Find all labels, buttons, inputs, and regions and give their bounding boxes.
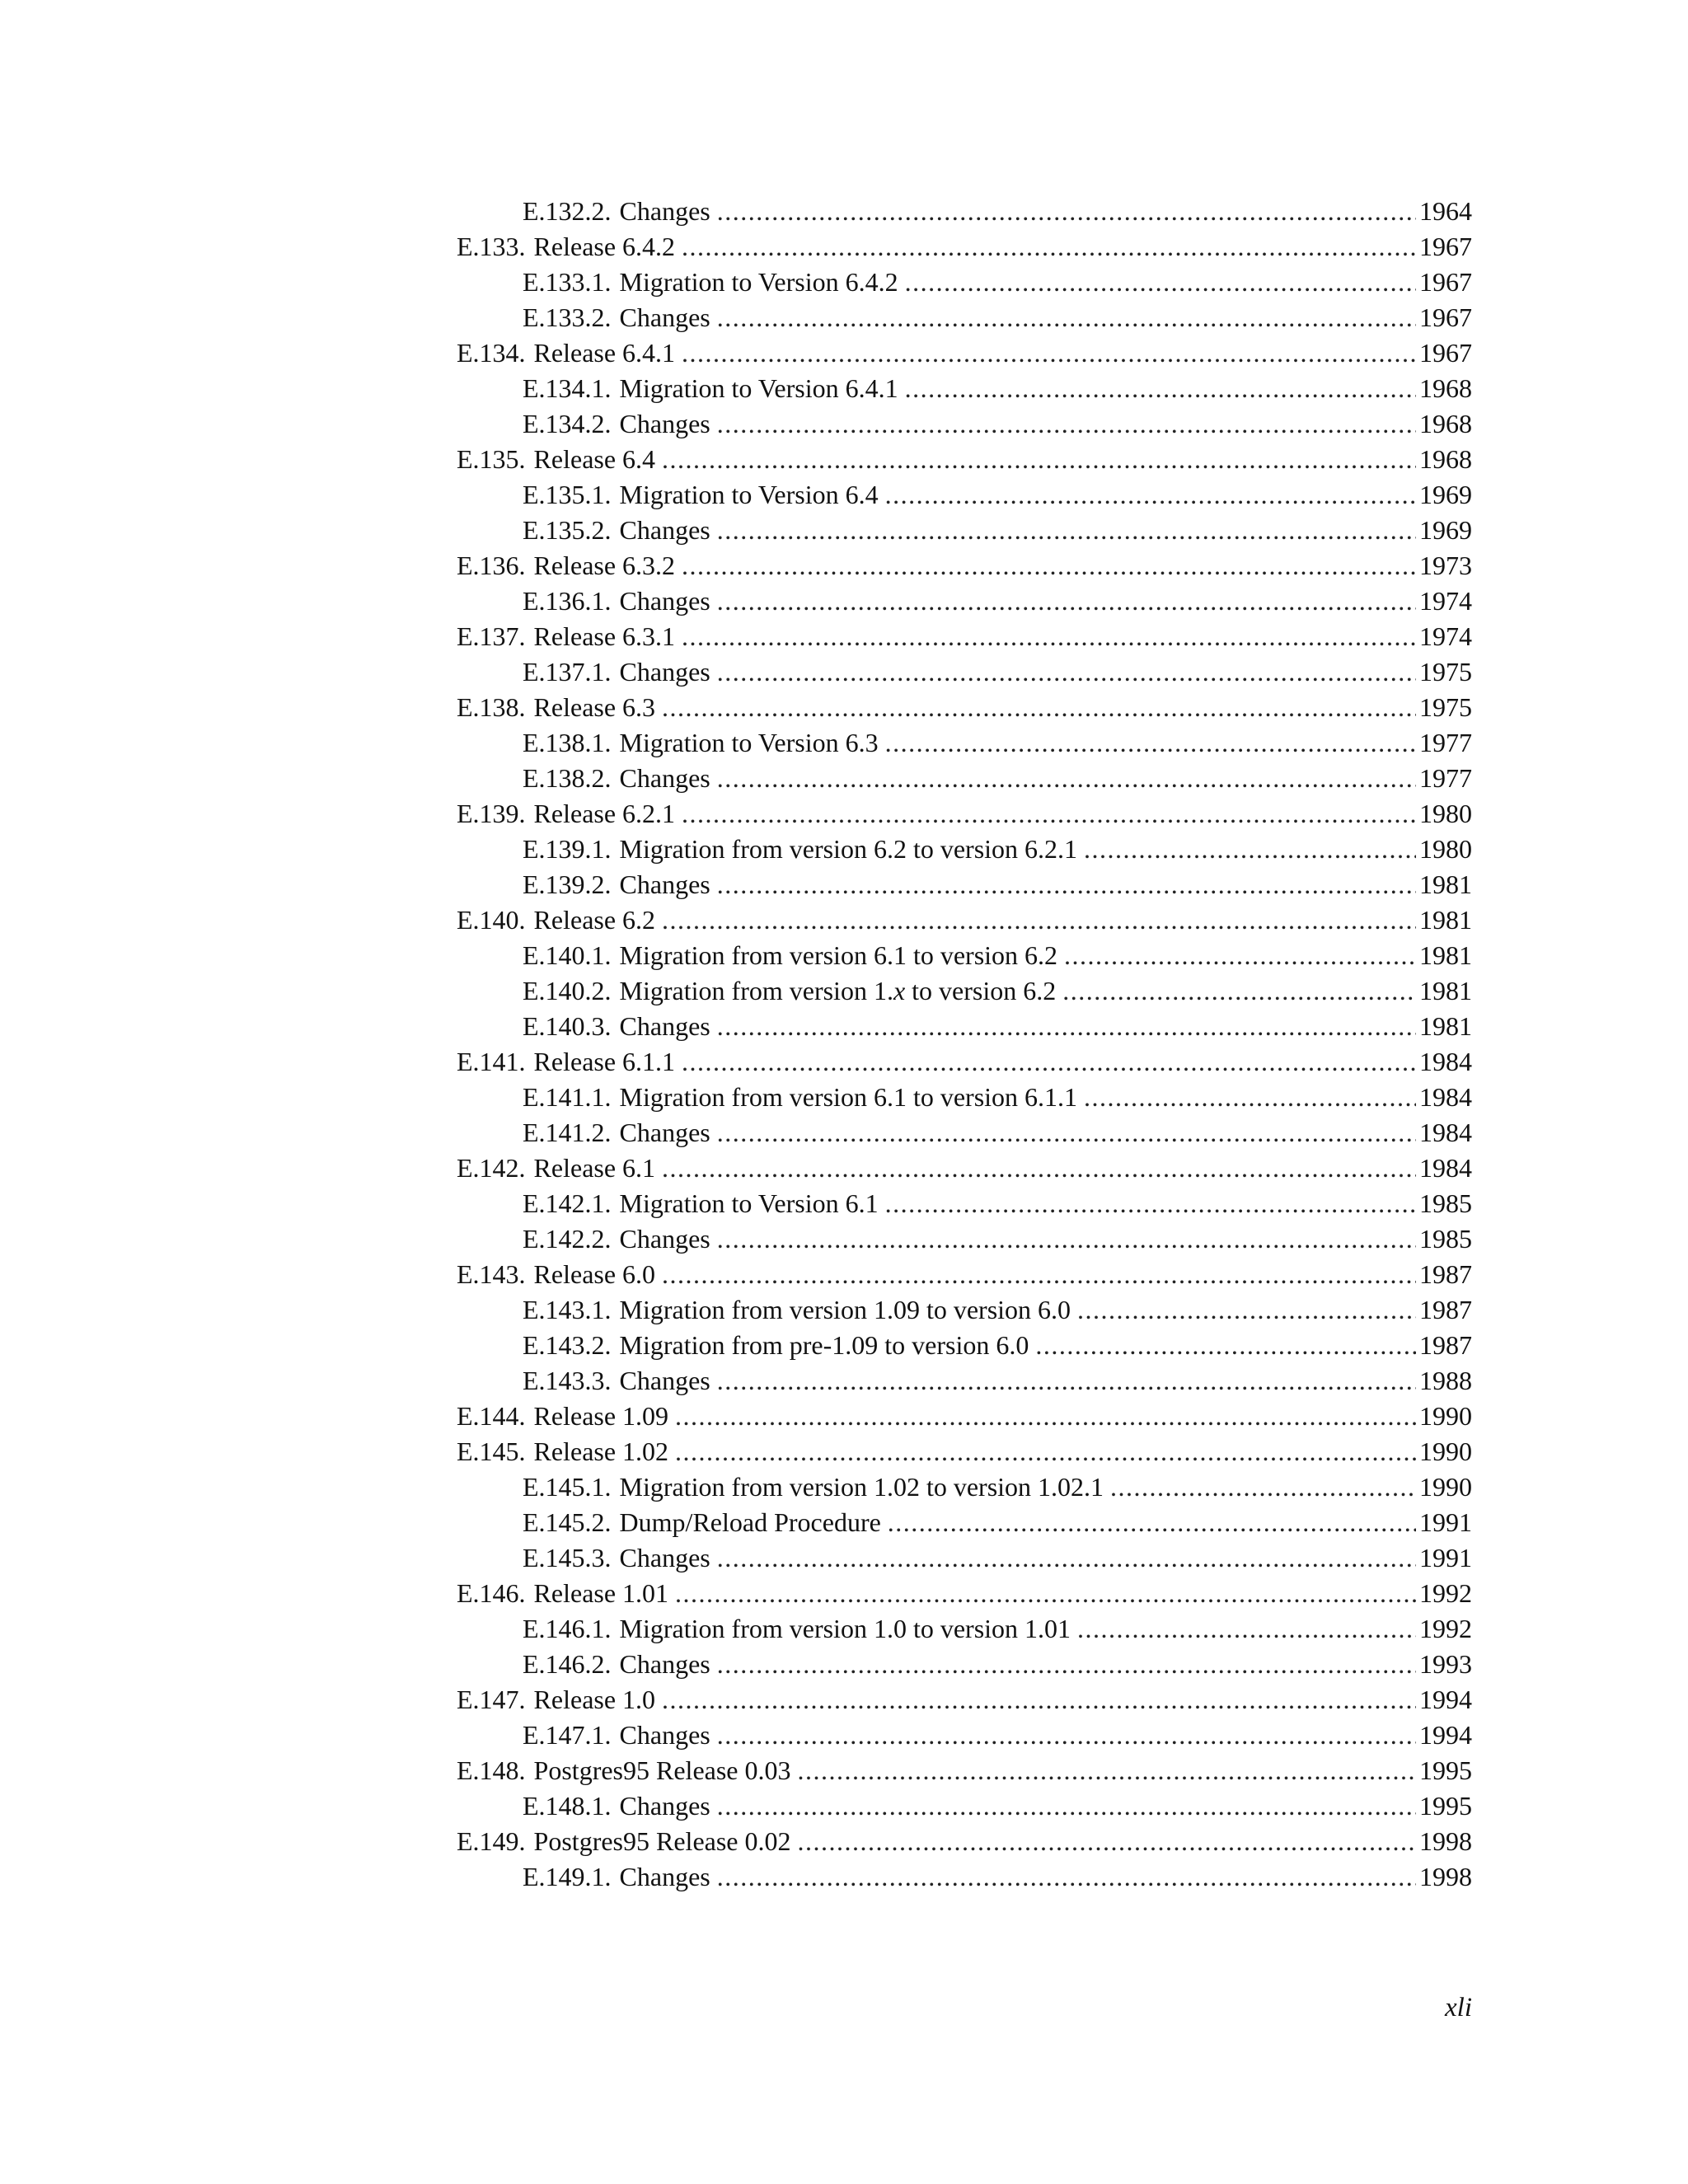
toc-entry-number: E.143. [457, 1259, 526, 1289]
dot-leader [717, 1788, 1416, 1824]
toc-entry-text: Release 1.01 [533, 1578, 669, 1608]
toc-entry-number: E.137. [457, 621, 526, 651]
toc-entry-title [523, 1186, 879, 1221]
dot-leader [885, 477, 1416, 513]
toc-entry-title [457, 1682, 655, 1718]
toc-entry-text: Migration from version 1.02 to version 1.02.1 [619, 1472, 1104, 1502]
dot-leader [717, 194, 1416, 229]
toc-entry-page: 1981 [1419, 1011, 1472, 1041]
toc-entry-title [457, 1576, 668, 1611]
toc-entry[interactable] [457, 1682, 1472, 1718]
toc-entry-number: E.141.1. [523, 1082, 612, 1112]
toc-entry-title [523, 1647, 710, 1682]
toc-entry[interactable] [457, 654, 1472, 690]
dot-leader [717, 1115, 1416, 1151]
dot-leader [662, 902, 1416, 938]
toc-entry-page: 1967 [1419, 302, 1472, 332]
toc-entry-number: E.138.1. [523, 728, 612, 757]
toc-entry-page: 1967 [1419, 232, 1472, 261]
toc-entry-page: 1981 [1419, 940, 1472, 970]
toc-entry-number: E.138. [457, 692, 526, 722]
toc-entry-title [523, 1469, 1104, 1505]
table-of-contents [457, 194, 1472, 1895]
toc-entry-title [523, 1292, 1071, 1328]
toc-entry[interactable] [457, 796, 1472, 832]
toc-entry-number: E.140. [457, 905, 526, 935]
toc-entry-page: 1974 [1419, 621, 1472, 651]
toc-entry-text: Changes [619, 657, 710, 687]
toc-entry[interactable] [457, 1788, 1472, 1824]
toc-entry[interactable] [457, 229, 1472, 265]
toc-entry[interactable] [457, 1221, 1472, 1257]
toc-entry-number: E.148. [457, 1755, 526, 1785]
toc-entry-text: Release 6.2 [533, 905, 656, 935]
toc-entry[interactable] [457, 973, 1472, 1009]
toc-entry-title [523, 725, 879, 761]
toc-entry[interactable] [457, 1009, 1472, 1044]
toc-entry-number: E.146.1. [523, 1614, 612, 1643]
toc-entry-title [523, 300, 710, 335]
toc-entry-text: Changes [619, 1366, 710, 1395]
toc-entry-text: Postgres95 Release 0.02 [533, 1826, 791, 1856]
toc-entry-title [523, 973, 1056, 1009]
toc-entry[interactable] [457, 1434, 1472, 1469]
toc-entry-page: 1977 [1419, 728, 1472, 757]
toc-entry-number: E.134. [457, 338, 526, 368]
toc-entry-title [457, 1257, 655, 1292]
toc-entry-text: Changes [619, 409, 710, 438]
toc-entry-text: Release 1.0 [533, 1685, 656, 1714]
toc-entry-number: E.135.2. [523, 515, 612, 545]
toc-entry-page: 1987 [1419, 1259, 1472, 1289]
dot-leader [717, 300, 1416, 335]
toc-entry-title [523, 1080, 1077, 1115]
toc-entry-number: E.137.1. [523, 657, 612, 687]
toc-entry[interactable] [457, 548, 1472, 583]
toc-entry-title [457, 1824, 791, 1859]
toc-entry[interactable] [457, 1328, 1472, 1363]
toc-entry-title [457, 1399, 668, 1434]
toc-entry-number: E.143.3. [523, 1366, 612, 1395]
toc-entry-page: 1995 [1419, 1791, 1472, 1821]
toc-entry-page: 1968 [1419, 409, 1472, 438]
toc-entry[interactable] [457, 1824, 1472, 1859]
toc-entry-text: Release 6.1 [533, 1153, 656, 1183]
toc-entry-page: 1998 [1419, 1826, 1472, 1856]
toc-entry-number: E.149.1. [523, 1862, 612, 1891]
toc-entry-text: Changes [619, 1543, 710, 1572]
toc-entry-title [523, 867, 710, 902]
toc-entry-text: Changes [619, 302, 710, 332]
dot-leader [717, 406, 1416, 442]
toc-entry[interactable] [457, 371, 1472, 406]
toc-entry-title [523, 406, 710, 442]
toc-entry[interactable] [457, 1151, 1472, 1186]
toc-entry-title [523, 194, 710, 229]
toc-entry-number: E.145. [457, 1436, 526, 1466]
toc-entry-page: 1975 [1419, 692, 1472, 722]
toc-entry[interactable] [457, 938, 1472, 973]
toc-entry-page: 1974 [1419, 586, 1472, 616]
toc-entry-title [523, 583, 710, 619]
toc-entry-page: 1968 [1419, 373, 1472, 403]
toc-entry-page: 1985 [1419, 1188, 1472, 1218]
toc-entry[interactable] [457, 1540, 1472, 1576]
toc-entry-text: Dump/Reload Procedure [619, 1507, 881, 1537]
dot-leader [717, 1221, 1416, 1257]
toc-entry-page: 1977 [1419, 763, 1472, 793]
toc-entry[interactable] [457, 1399, 1472, 1434]
toc-entry-title [457, 548, 675, 583]
toc-entry[interactable] [457, 194, 1472, 229]
toc-entry-number: E.139.1. [523, 834, 612, 864]
toc-entry[interactable] [457, 725, 1472, 761]
toc-entry-number: E.133.2. [523, 302, 612, 332]
toc-entry[interactable] [457, 1080, 1472, 1115]
toc-entry-page: 1984 [1419, 1118, 1472, 1147]
toc-entry-number: E.138.2. [523, 763, 612, 793]
toc-entry-page: 1984 [1419, 1153, 1472, 1183]
dot-leader [717, 867, 1416, 902]
toc-entry-page: 1987 [1419, 1330, 1472, 1360]
toc-entry-number: E.141. [457, 1047, 526, 1076]
toc-entry-page: 1990 [1419, 1472, 1472, 1502]
toc-entry-page: 1973 [1419, 551, 1472, 580]
dot-leader [717, 761, 1416, 796]
dot-leader [717, 513, 1416, 548]
toc-entry-text: Changes [619, 1862, 710, 1891]
toc-entry-page: 1969 [1419, 480, 1472, 509]
toc-entry[interactable] [457, 1257, 1472, 1292]
toc-entry-number: E.147. [457, 1685, 526, 1714]
toc-entry-page: 1967 [1419, 267, 1472, 297]
toc-entry-number: E.145.1. [523, 1472, 612, 1502]
dot-leader [905, 265, 1416, 300]
toc-entry-page: 1968 [1419, 444, 1472, 474]
toc-entry-page: 1994 [1419, 1720, 1472, 1750]
toc-entry-text: Release 6.0 [533, 1259, 656, 1289]
dot-leader [682, 619, 1416, 654]
toc-entry-page: 1993 [1419, 1649, 1472, 1679]
toc-entry-text: Migration to Version 6.1 [619, 1188, 879, 1218]
toc-entry-text-tail: to version 6.2 [905, 976, 1057, 1005]
toc-entry-title [457, 335, 675, 371]
dot-leader [682, 548, 1416, 583]
toc-entry-number: E.142.2. [523, 1224, 612, 1254]
dot-leader [905, 371, 1416, 406]
toc-entry-page: 1990 [1419, 1436, 1472, 1466]
dot-leader [682, 229, 1416, 265]
toc-entry-title [457, 229, 675, 265]
toc-entry[interactable] [457, 867, 1472, 902]
dot-leader [662, 1682, 1416, 1718]
toc-entry-text: Release 1.02 [533, 1436, 669, 1466]
toc-entry-number: E.136.1. [523, 586, 612, 616]
toc-entry-title [523, 265, 898, 300]
toc-entry-number: E.134.2. [523, 409, 612, 438]
toc-entry[interactable] [457, 513, 1472, 548]
dot-leader [1062, 973, 1416, 1009]
toc-entry-title [523, 654, 710, 690]
dot-leader [717, 1540, 1416, 1576]
dot-leader [682, 796, 1416, 832]
toc-entry-number: E.140.3. [523, 1011, 612, 1041]
dot-leader [1084, 832, 1416, 867]
toc-entry-number: E.143.2. [523, 1330, 612, 1360]
toc-entry-title [523, 1009, 710, 1044]
toc-entry-text: Changes [619, 1118, 710, 1147]
dot-leader [682, 335, 1416, 371]
toc-entry-title [523, 1328, 1029, 1363]
toc-entry[interactable] [457, 690, 1472, 725]
toc-entry-title [457, 902, 655, 938]
dot-leader [1077, 1611, 1416, 1647]
toc-entry-text: Migration to Version 6.4.1 [619, 373, 898, 403]
toc-entry-number: E.149. [457, 1826, 526, 1856]
toc-entry-number: E.135.1. [523, 480, 612, 509]
dot-leader [662, 690, 1416, 725]
toc-entry-number: E.135. [457, 444, 526, 474]
toc-entry-text: Changes [619, 1791, 710, 1821]
dot-leader [675, 1399, 1416, 1434]
toc-entry-number: E.141.2. [523, 1118, 612, 1147]
dot-leader [717, 1363, 1416, 1399]
toc-entry-text: Changes [619, 196, 710, 226]
toc-entry-title [523, 1718, 710, 1753]
dot-leader [675, 1576, 1416, 1611]
dot-leader [798, 1824, 1417, 1859]
toc-entry[interactable] [457, 1505, 1472, 1540]
toc-entry-text: Migration to Version 6.4.2 [619, 267, 898, 297]
toc-entry-page: 1981 [1419, 905, 1472, 935]
toc-entry-title [523, 1363, 710, 1399]
toc-entry[interactable] [457, 265, 1472, 300]
toc-entry-title [523, 513, 710, 548]
toc-entry-text: Postgres95 Release 0.03 [533, 1755, 791, 1785]
toc-entry-page: 1981 [1419, 976, 1472, 1005]
toc-entry-text: Migration from pre-1.09 to version 6.0 [619, 1330, 1029, 1360]
toc-entry-text: Release 6.1.1 [533, 1047, 676, 1076]
dot-leader [675, 1434, 1416, 1469]
toc-entry-title [523, 761, 710, 796]
toc-entry-number: E.146.2. [523, 1649, 612, 1679]
toc-entry[interactable] [457, 1753, 1472, 1788]
toc-entry-text: Changes [619, 869, 710, 899]
toc-entry-text: Release 6.4 [533, 444, 656, 474]
toc-entry-number: E.143.1. [523, 1295, 612, 1324]
toc-entry-number: E.140.1. [523, 940, 612, 970]
toc-entry-text: Migration from version 6.1 to version 6.2 [619, 940, 1058, 970]
toc-entry-number: E.142. [457, 1153, 526, 1183]
toc-entry[interactable] [457, 619, 1472, 654]
dot-leader [1084, 1080, 1416, 1115]
toc-entry-text: Changes [619, 1720, 710, 1750]
dot-leader [717, 1009, 1416, 1044]
toc-entry-title [457, 619, 675, 654]
toc-entry[interactable] [457, 1647, 1472, 1682]
toc-entry[interactable] [457, 1718, 1472, 1753]
dot-leader [885, 725, 1416, 761]
toc-entry-page: 1988 [1419, 1366, 1472, 1395]
toc-entry-title [457, 796, 675, 832]
toc-entry-title [457, 1151, 655, 1186]
toc-entry-number: E.146. [457, 1578, 526, 1608]
toc-entry-page: 1990 [1419, 1401, 1472, 1431]
toc-entry-text: Release 6.2.1 [533, 799, 676, 828]
toc-entry-title [523, 1788, 710, 1824]
toc-entry-title [523, 1115, 710, 1151]
toc-entry-title [523, 832, 1077, 867]
toc-entry-title [523, 1221, 710, 1257]
toc-entry-number: E.144. [457, 1401, 526, 1431]
dot-leader [717, 1859, 1416, 1895]
toc-entry-text: Release 1.09 [533, 1401, 669, 1431]
dot-leader [1110, 1469, 1416, 1505]
toc-entry-title [457, 442, 655, 477]
toc-entry-number: E.140.2. [523, 976, 612, 1005]
toc-entry[interactable] [457, 300, 1472, 335]
dot-leader [662, 1151, 1416, 1186]
toc-entry-number: E.142.1. [523, 1188, 612, 1218]
toc-entry-page: 1964 [1419, 196, 1472, 226]
toc-entry[interactable] [457, 406, 1472, 442]
dot-leader [885, 1186, 1416, 1221]
toc-entry-page: 1981 [1419, 869, 1472, 899]
toc-entry[interactable] [457, 583, 1472, 619]
toc-entry-title [523, 477, 879, 513]
toc-entry-title [523, 938, 1057, 973]
toc-entry-text: Release 6.3 [533, 692, 656, 722]
toc-entry-page: 1994 [1419, 1685, 1472, 1714]
toc-entry-page: 1984 [1419, 1047, 1472, 1076]
toc-entry-title [457, 690, 655, 725]
toc-entry-text: Migration to Version 6.3 [619, 728, 879, 757]
toc-entry-page: 1992 [1419, 1614, 1472, 1643]
toc-entry-page: 1975 [1419, 657, 1472, 687]
toc-entry-number: E.147.1. [523, 1720, 612, 1750]
toc-entry-text: Migration from version 1.0 to version 1.01 [619, 1614, 1071, 1643]
toc-entry-number: E.148.1. [523, 1791, 612, 1821]
toc-entry-text: Changes [619, 763, 710, 793]
toc-entry-page: 1991 [1419, 1543, 1472, 1572]
toc-entry[interactable] [457, 902, 1472, 938]
toc-entry-page: 1987 [1419, 1295, 1472, 1324]
toc-entry-number: E.145.2. [523, 1507, 612, 1537]
dot-leader [717, 1718, 1416, 1753]
toc-entry[interactable] [457, 832, 1472, 867]
dot-leader [888, 1505, 1416, 1540]
toc-entry-title [523, 1505, 881, 1540]
toc-entry-text: Migration from version 1. [619, 976, 893, 1005]
toc-entry-text: Release 6.3.2 [533, 551, 676, 580]
toc-entry-title [523, 1611, 1071, 1647]
toc-entry[interactable] [457, 1576, 1472, 1611]
dot-leader [798, 1753, 1417, 1788]
toc-entry[interactable] [457, 761, 1472, 796]
toc-entry-number: E.132.2. [523, 196, 612, 226]
dot-leader [1077, 1292, 1416, 1328]
toc-entry-page: 1984 [1419, 1082, 1472, 1112]
toc-entry[interactable] [457, 477, 1472, 513]
toc-entry-title [523, 1859, 710, 1895]
toc-entry-title [457, 1044, 675, 1080]
toc-entry[interactable] [457, 335, 1472, 371]
toc-entry-page: 1992 [1419, 1578, 1472, 1608]
toc-entry-page: 1980 [1419, 799, 1472, 828]
toc-entry-text: Changes [619, 1649, 710, 1679]
toc-entry-number: E.145.3. [523, 1543, 612, 1572]
toc-entry-number: E.139.2. [523, 869, 612, 899]
toc-entry[interactable] [457, 1115, 1472, 1151]
toc-entry[interactable] [457, 1186, 1472, 1221]
toc-entry-text: Changes [619, 515, 710, 545]
toc-entry-number: E.134.1. [523, 373, 612, 403]
toc-entry-variable: x [893, 976, 906, 1005]
toc-entry[interactable] [457, 1859, 1472, 1895]
toc-entry-page: 1991 [1419, 1507, 1472, 1537]
toc-entry[interactable] [457, 1044, 1472, 1080]
toc-entry[interactable] [457, 1469, 1472, 1505]
toc-entry-title [457, 1753, 791, 1788]
toc-entry-text: Changes [619, 1224, 710, 1254]
toc-entry[interactable] [457, 1611, 1472, 1647]
toc-entry[interactable] [457, 442, 1472, 477]
toc-entry-text: Migration from version 6.1 to version 6.1.1 [619, 1082, 1078, 1112]
dot-leader [1064, 938, 1416, 973]
toc-entry-text: Release 6.3.1 [533, 621, 676, 651]
toc-entry-number: E.133. [457, 232, 526, 261]
toc-entry[interactable] [457, 1363, 1472, 1399]
toc-entry-text: Changes [619, 586, 710, 616]
toc-entry-text: Changes [619, 1011, 710, 1041]
toc-entry-text: Migration from version 6.2 to version 6.2.1 [619, 834, 1078, 864]
toc-entry-title [523, 371, 898, 406]
toc-entry-page: 1998 [1419, 1862, 1472, 1891]
toc-entry-text: Migration from version 1.09 to version 6.0 [619, 1295, 1071, 1324]
toc-entry-page: 1967 [1419, 338, 1472, 368]
toc-entry[interactable] [457, 1292, 1472, 1328]
toc-entry-page: 1995 [1419, 1755, 1472, 1785]
dot-leader [662, 1257, 1416, 1292]
dot-leader [1035, 1328, 1416, 1363]
page-number: xli [1445, 1993, 1472, 2022]
dot-leader [682, 1044, 1416, 1080]
toc-entry-title [457, 1434, 668, 1469]
toc-entry-title [523, 1540, 710, 1576]
toc-entry-text: Release 6.4.2 [533, 232, 676, 261]
dot-leader [717, 654, 1416, 690]
toc-entry-number: E.133.1. [523, 267, 612, 297]
dot-leader [717, 583, 1416, 619]
toc-entry-text: Release 6.4.1 [533, 338, 676, 368]
toc-entry-number: E.139. [457, 799, 526, 828]
toc-entry-text: Migration to Version 6.4 [619, 480, 879, 509]
toc-entry-page: 1969 [1419, 515, 1472, 545]
dot-leader [662, 442, 1416, 477]
dot-leader [717, 1647, 1416, 1682]
toc-entry-number: E.136. [457, 551, 526, 580]
toc-entry-page: 1980 [1419, 834, 1472, 864]
toc-entry-page: 1985 [1419, 1224, 1472, 1254]
